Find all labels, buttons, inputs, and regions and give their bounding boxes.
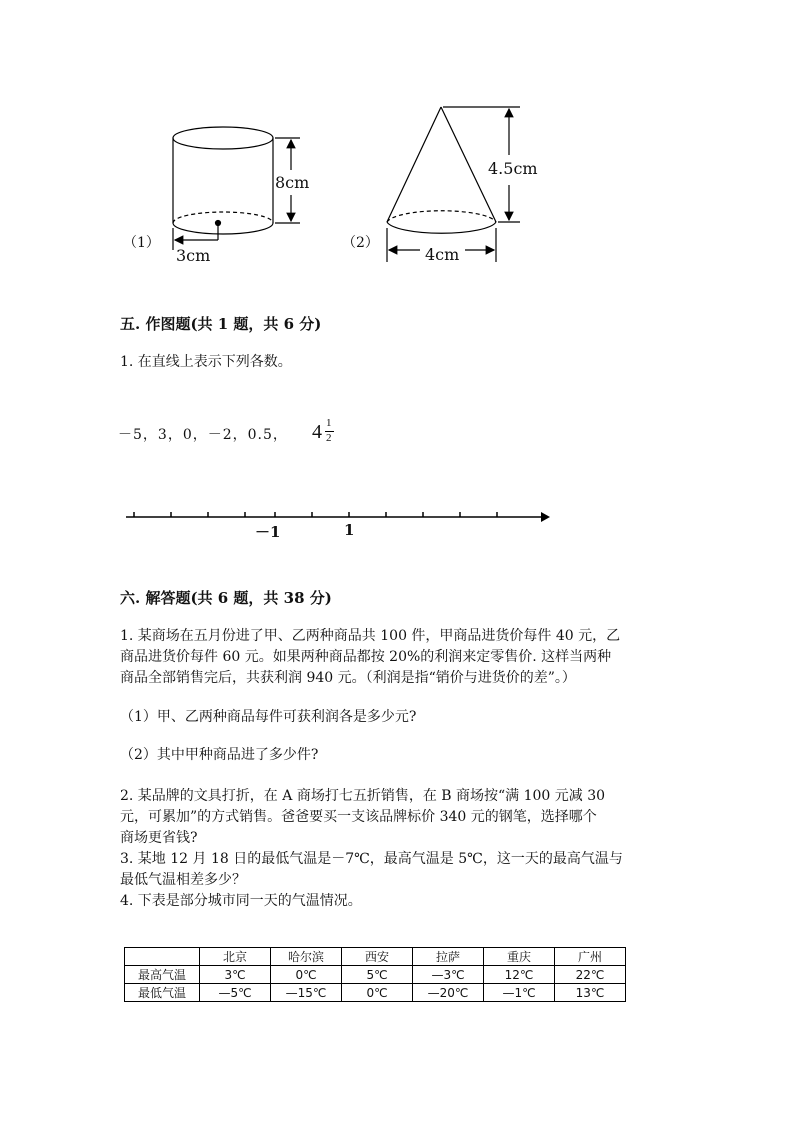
question-1: [120, 626, 650, 689]
table-header-cell: 拉萨: [413, 948, 484, 966]
question-3: [120, 849, 650, 891]
cylinder-height-label: 8cm: [275, 173, 310, 192]
table-cell: —3℃: [413, 966, 484, 984]
question-2: [120, 786, 650, 849]
question-1-line: 1. 某商场在五月份进了甲、乙两种商品共 100 件，甲商品进货价每件 40 元，乙: [120, 628, 621, 644]
table-cell: 0℃: [342, 984, 413, 1002]
mixed-number-numerator: 1: [326, 417, 332, 429]
table-cell: 13℃: [555, 984, 626, 1002]
question-1-sub-1: （1）甲、乙两种商品每件可获利润各是多少元?: [120, 709, 417, 725]
section5-title: 五. 作图题(共 1 题，共 6 分): [120, 315, 322, 333]
table-header-cell: 西安: [342, 948, 413, 966]
cone-height-label: 4.5cm: [488, 159, 538, 178]
table-row: [125, 966, 626, 984]
question-3-line: 3. 某地 12 月 18 日的最低气温是－7℃，最高气温是 5℃，这一天的最高气温与: [120, 851, 623, 867]
table-cell: —20℃: [413, 984, 484, 1002]
table-header-cell: 广州: [555, 948, 626, 966]
number-line-label-neg1: －1: [255, 523, 281, 541]
table-cell: 22℃: [555, 966, 626, 984]
mixed-number-whole: 4: [312, 421, 322, 443]
section6-title: 六. 解答题(共 6 题，共 38 分): [120, 589, 332, 607]
number-line: [0, 0, 794, 560]
table-cell: —5℃: [200, 984, 271, 1002]
table-header-row: [125, 948, 626, 966]
table-header-cell: 重庆: [484, 948, 555, 966]
question-1-line: 商品全部销售完后，共获利润 940 元。（利润是指“销价与进货价的差”。）: [120, 670, 576, 686]
temperature-table: [124, 947, 626, 1002]
table-cell: 12℃: [484, 966, 555, 984]
question-4: 4. 下表是部分城市同一天的气温情况。: [120, 893, 362, 909]
question-2-line: 2. 某品牌的文具打折，在 A 商场打七五折销售，在 B 商场按“满 100 元减 30: [120, 788, 606, 804]
table-cell: —15℃: [271, 984, 342, 1002]
question-2-line: 商场更省钱?: [120, 830, 198, 846]
table-row: [125, 984, 626, 1002]
question-3-line: 最低气温相差多少？: [120, 872, 246, 888]
table-cell: 最高气温: [125, 966, 200, 984]
table-cell: 3℃: [200, 966, 271, 984]
table-header-cell: 北京: [200, 948, 271, 966]
table-header-cell: [125, 948, 200, 966]
cone-diameter-label: 4cm: [425, 245, 460, 264]
question-1-line: 商品进货价每件 60 元。如果两种商品都按 20%的利润来定零售价. 这样当两种: [120, 649, 612, 665]
number-line-label-1: 1: [344, 521, 355, 539]
table-cell: 0℃: [271, 966, 342, 984]
table-cell: 最低气温: [125, 984, 200, 1002]
table-cell: 5℃: [342, 966, 413, 984]
cylinder-label: （1）: [123, 235, 160, 251]
question-2-line: 元，可累加”的方式销售。爸爸要买一支该品牌标价 340 元的钢笔，选择哪个: [120, 809, 597, 825]
section5-question-1: 1. 在直线上表示下列各数。: [120, 354, 292, 370]
table-cell: —1℃: [484, 984, 555, 1002]
question-1-sub-2: （2）其中甲种商品进了多少件?: [120, 747, 319, 763]
numbers-list: －5，3，0，－2，0.5，: [118, 427, 288, 443]
table-header-cell: 哈尔滨: [271, 948, 342, 966]
cylinder-diameter-label: 3cm: [176, 246, 211, 265]
mixed-number-denominator: 2: [326, 432, 332, 444]
cone-label: （2）: [342, 235, 379, 251]
